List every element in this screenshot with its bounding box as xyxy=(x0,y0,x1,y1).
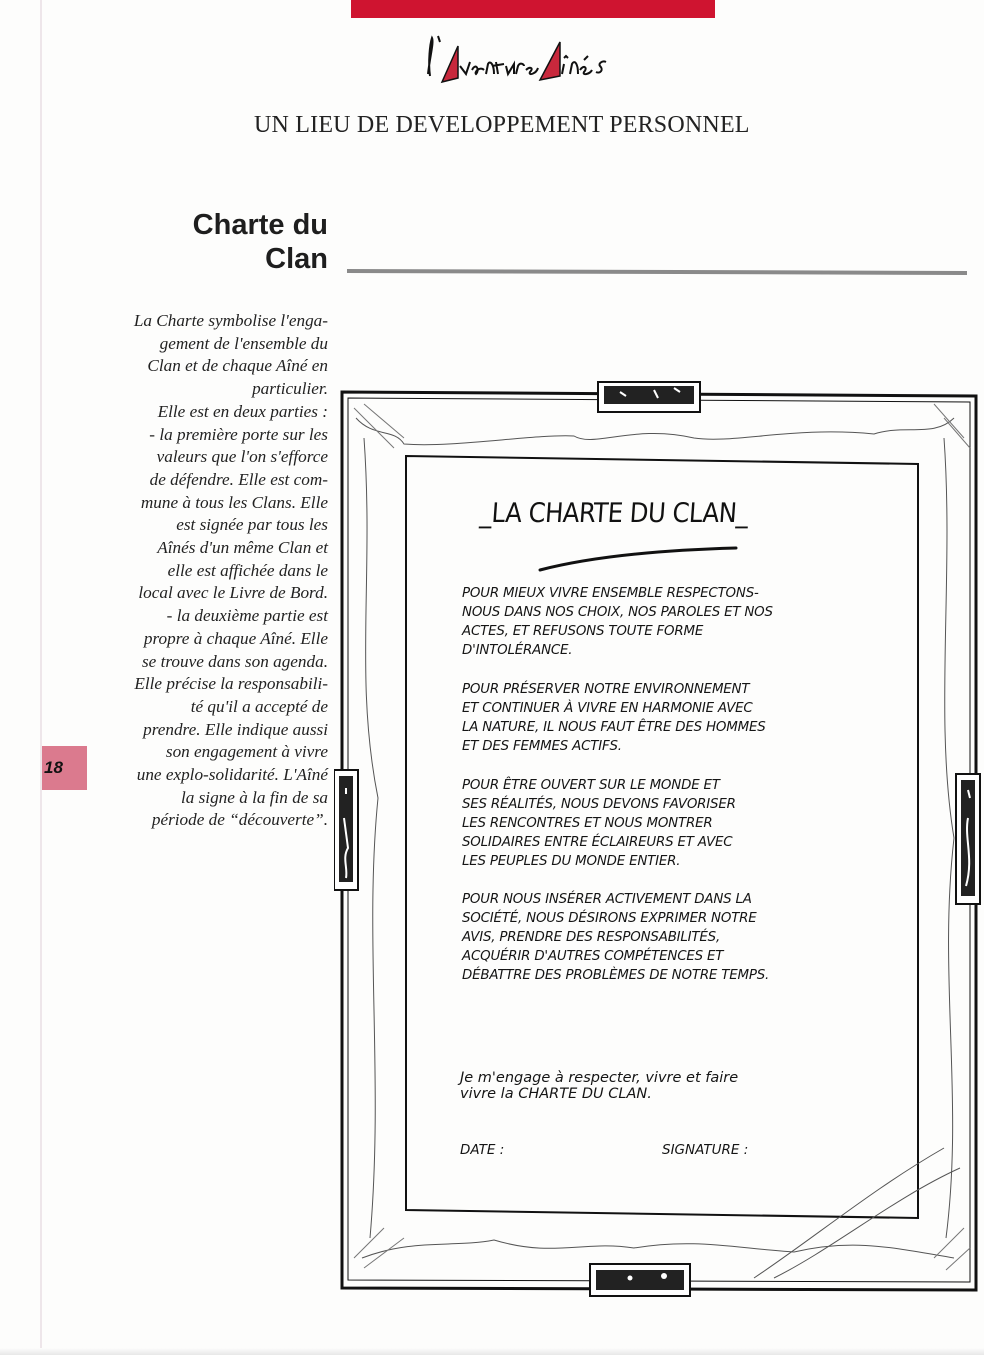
charter-line: DÉBATTRE DES PROBLÈMES DE NOTRE TEMPS. xyxy=(462,968,770,983)
page-number-badge: 18 xyxy=(42,746,87,790)
charter-line: ET DES FEMMES ACTIFS. xyxy=(462,739,622,754)
intro-line: local avec le Livre de Bord. xyxy=(138,583,328,603)
heading-rule xyxy=(347,269,967,275)
intro-line: la signe à la fin de sa xyxy=(180,787,328,807)
intro-line: Aînés d'un même Clan et xyxy=(157,538,328,558)
header-accent-bar xyxy=(351,0,715,18)
date-label: DATE : xyxy=(460,1142,505,1158)
charter-paragraph xyxy=(462,890,857,985)
page-spine xyxy=(40,0,42,1355)
intro-line: - la première porte sur les xyxy=(149,424,328,444)
charter-line: SOLIDAIRES ENTRE ÉCLAIREURS ET AVEC xyxy=(462,835,733,850)
aventure-aines-logo xyxy=(420,26,640,86)
charter-line: LES PEUPLES DU MONDE ENTIER. xyxy=(462,854,681,869)
intro-line: mune à tous les Clans. Elle xyxy=(140,492,328,512)
intro-line: valeurs que l'on s'efforce xyxy=(156,447,328,467)
intro-line: prendre. Elle indique aussi xyxy=(143,719,328,739)
charter-line: D'INTOLÉRANCE. xyxy=(462,643,573,658)
intro-line: de défendre. Elle est com- xyxy=(149,469,328,489)
charter-line: SES RÉALITÉS, NOUS DEVONS FAVORISER xyxy=(462,797,736,812)
charter-line: SOCIÉTÉ, NOUS DÉSIRONS EXPRIMER NOTRE xyxy=(462,911,757,926)
intro-line: une explo-solidarité. L'Aîné xyxy=(136,765,328,785)
charter-line: POUR MIEUX VIVRE ENSEMBLE RESPECTONS- xyxy=(462,586,759,601)
charter-line: POUR PRÉSERVER NOTRE ENVIRONNEMENT xyxy=(462,682,750,697)
charter-line: POUR NOUS INSÉRER ACTIVEMENT DANS LA xyxy=(462,892,752,907)
intro-line: gement de l'ensemble du xyxy=(159,333,328,353)
heading-line: Charte du xyxy=(192,209,328,241)
pledge-line: Je m'engage à respecter, vivre et faire xyxy=(460,1070,739,1086)
article-heading xyxy=(193,208,328,276)
intro-line: té qu'il a accepté de xyxy=(190,696,328,716)
charter-line: LES RENCONTRES ET NOUS MONTRER xyxy=(462,816,713,831)
charter-line: ACTES, ET REFUSONS TOUTE FORME xyxy=(462,624,704,639)
charter-line: ET CONTINUER À VIVRE EN HARMONIE AVEC xyxy=(462,701,753,716)
intro-line: son engagement à vivre xyxy=(165,742,328,762)
charter-paragraph xyxy=(462,584,857,660)
charter-line: ACQUÉRIR D'AUTRES COMPÉTENCES ET xyxy=(462,949,724,964)
section-title: UN LIEU DE DEVELOPPEMENT PERSONNEL xyxy=(254,112,750,138)
charter-line: NOUS DANS NOS CHOIX, NOS PAROLES ET NOS xyxy=(462,605,773,620)
page-bottom-edge xyxy=(0,1348,984,1355)
intro-line: propre à chaque Aîné. Elle xyxy=(143,628,328,648)
intro-line: elle est affichée dans le xyxy=(167,560,328,580)
charter-paragraph xyxy=(462,680,857,756)
intro-text xyxy=(88,310,328,832)
intro-line: La Charte symbolise l'enga- xyxy=(133,311,328,330)
signature-label: SIGNATURE : xyxy=(662,1142,749,1158)
charter-line: AVIS, PRENDRE DES RESPONSABILITÉS, xyxy=(462,930,721,945)
intro-line: se trouve dans son agenda. xyxy=(141,651,328,671)
intro-line: Clan et de chaque Aîné en xyxy=(147,356,328,376)
pledge-line: vivre la CHARTE DU CLAN. xyxy=(460,1086,652,1102)
logo-sails-icon xyxy=(420,26,640,86)
intro-line: - la deuxième partie est xyxy=(166,606,328,626)
intro-line: période de “découverte”. xyxy=(151,810,328,830)
intro-line: est signée par tous les xyxy=(176,515,328,535)
charter-title: _LA CHARTE DU CLAN_ xyxy=(478,498,750,529)
pledge-text xyxy=(460,1070,860,1102)
heading-line: Clan xyxy=(265,243,328,275)
charter-paragraph xyxy=(462,776,857,871)
intro-line: particulier. xyxy=(252,379,328,399)
charter-line: POUR ÊTRE OUVERT SUR LE MONDE ET xyxy=(462,778,720,793)
intro-line: Elle précise la responsabili- xyxy=(134,674,328,694)
intro-line: Elle est en deux parties : xyxy=(157,401,328,421)
charter-line: LA NATURE, IL NOUS FAUT ÊTRE DES HOMMES xyxy=(462,720,766,735)
